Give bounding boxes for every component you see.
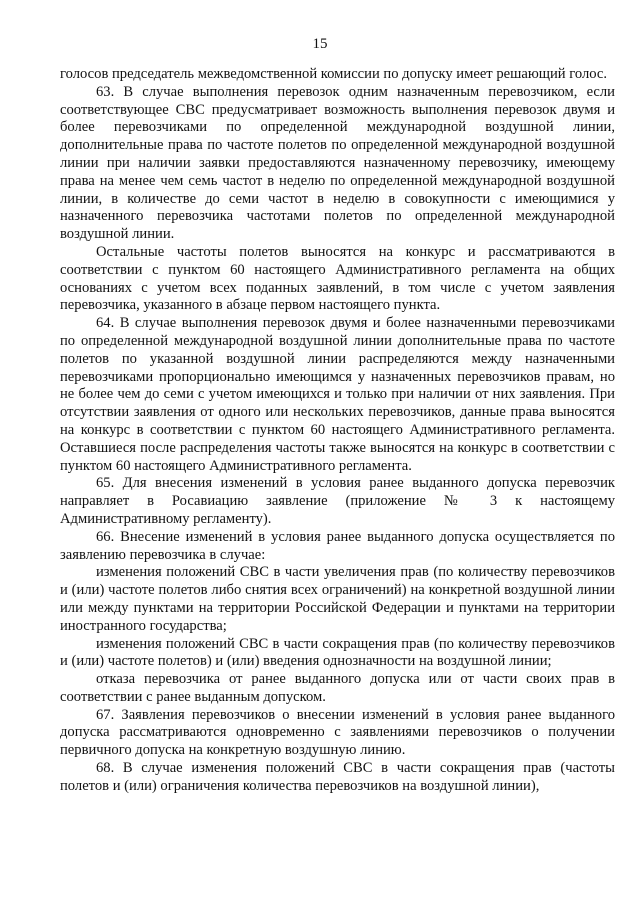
- paragraph-66-case-increase: изменения положений СВС в части увеличения прав (по количеству перевозчиков и (или) частоте полетов либо снятия всех ограничений) на конкретной воздушной линии или между пунктами на территории Российской Федерации и пунктами на территории иностранного государства;: [60, 564, 615, 634]
- paragraph-65: 65. Для внесения изменений в условия ранее выданного допуска перевозчик направляет в Росавиацию заявление (приложение № 3 к настоящему Административному регламенту).: [60, 475, 615, 527]
- paragraph-63: 63. В случае выполнения перевозок одним назначенным перевозчиком, если соответствующее СВС предусматривает возможность выполнения перевозок двумя и более перевозчиками по определенной международной воздушной линии, дополнительные права по частоте полетов по определенной международной воздушной линии при наличии заявки предоставляются назначенному перевозчику, имеющему права на менее чем семь частот в неделю по определенной международной воздушной линии, в количестве до семи частот в неделю в совокупности с имеющимися у назначенного перевозчика частотами полетов по определенной международной воздушной линии.: [60, 83, 615, 243]
- paragraph-66-case-refusal: отказа перевозчика от ранее выданного допуска или от части своих прав в соответствии с ранее выданным допуском.: [60, 671, 615, 705]
- paragraph-66-case-reduction: изменения положений СВС в части сокращения прав (по количеству перевозчиков и (или) частоте полетов) и (или) введения однозначности на воздушной линии;: [60, 635, 615, 670]
- paragraph-continuation: голосов председатель межведомственной комиссии по допуску имеет решающий голос.: [60, 66, 608, 82]
- paragraph-64: 64. В случае выполнения перевозок двумя и более назначенными перевозчиками по определенной международной воздушной линии дополнительные права по частоте полетов по указанной воздушной линии распределяются между назначенными перевозчиками пропорционально имеющимся у назначенных перевозчиков правам, но не более чем до семи с учетом имеющихся и только при наличии от них заявления. При отсутствии заявления от одного или нескольких перевозчиков, данные права выносятся на конкурс в соответствии с пунктом 60 настоящего Административного регламента. Оставшиеся после распределения частоты также выносятся на конкурс в соответствии с пунктом 60 настоящего Административного регламента.: [60, 315, 615, 474]
- paragraph-67: 67. Заявления перевозчиков о внесении изменений в условия ранее выданного допуска рассматриваются одновременно с заявлениями перевозчиков о получении первичного допуска на конкретную воздушную линию.: [60, 706, 615, 759]
- page-number: 15: [312, 36, 328, 52]
- paragraph-68: 68. В случае изменения положений СВС в части сокращения прав (частоты полетов и (или) ограничения количества перевозчиков на воздушной линии),: [60, 760, 615, 794]
- paragraph-66: 66. Внесение изменений в условия ранее выданного допуска осуществляется по заявлению перевозчика в случае:: [60, 528, 615, 563]
- document-body: [60, 66, 615, 796]
- paragraph-63-remaining-frequencies: Остальные частоты полетов выносятся на конкурс и рассматриваются в соответствии с пунктом 60 настоящего Административного регламента на общих основаниях с учетом всех поданных заявлений, в том числе с учетом заявления перевозчика, указанного в абзаце первом настоящего пункта.: [60, 243, 615, 314]
